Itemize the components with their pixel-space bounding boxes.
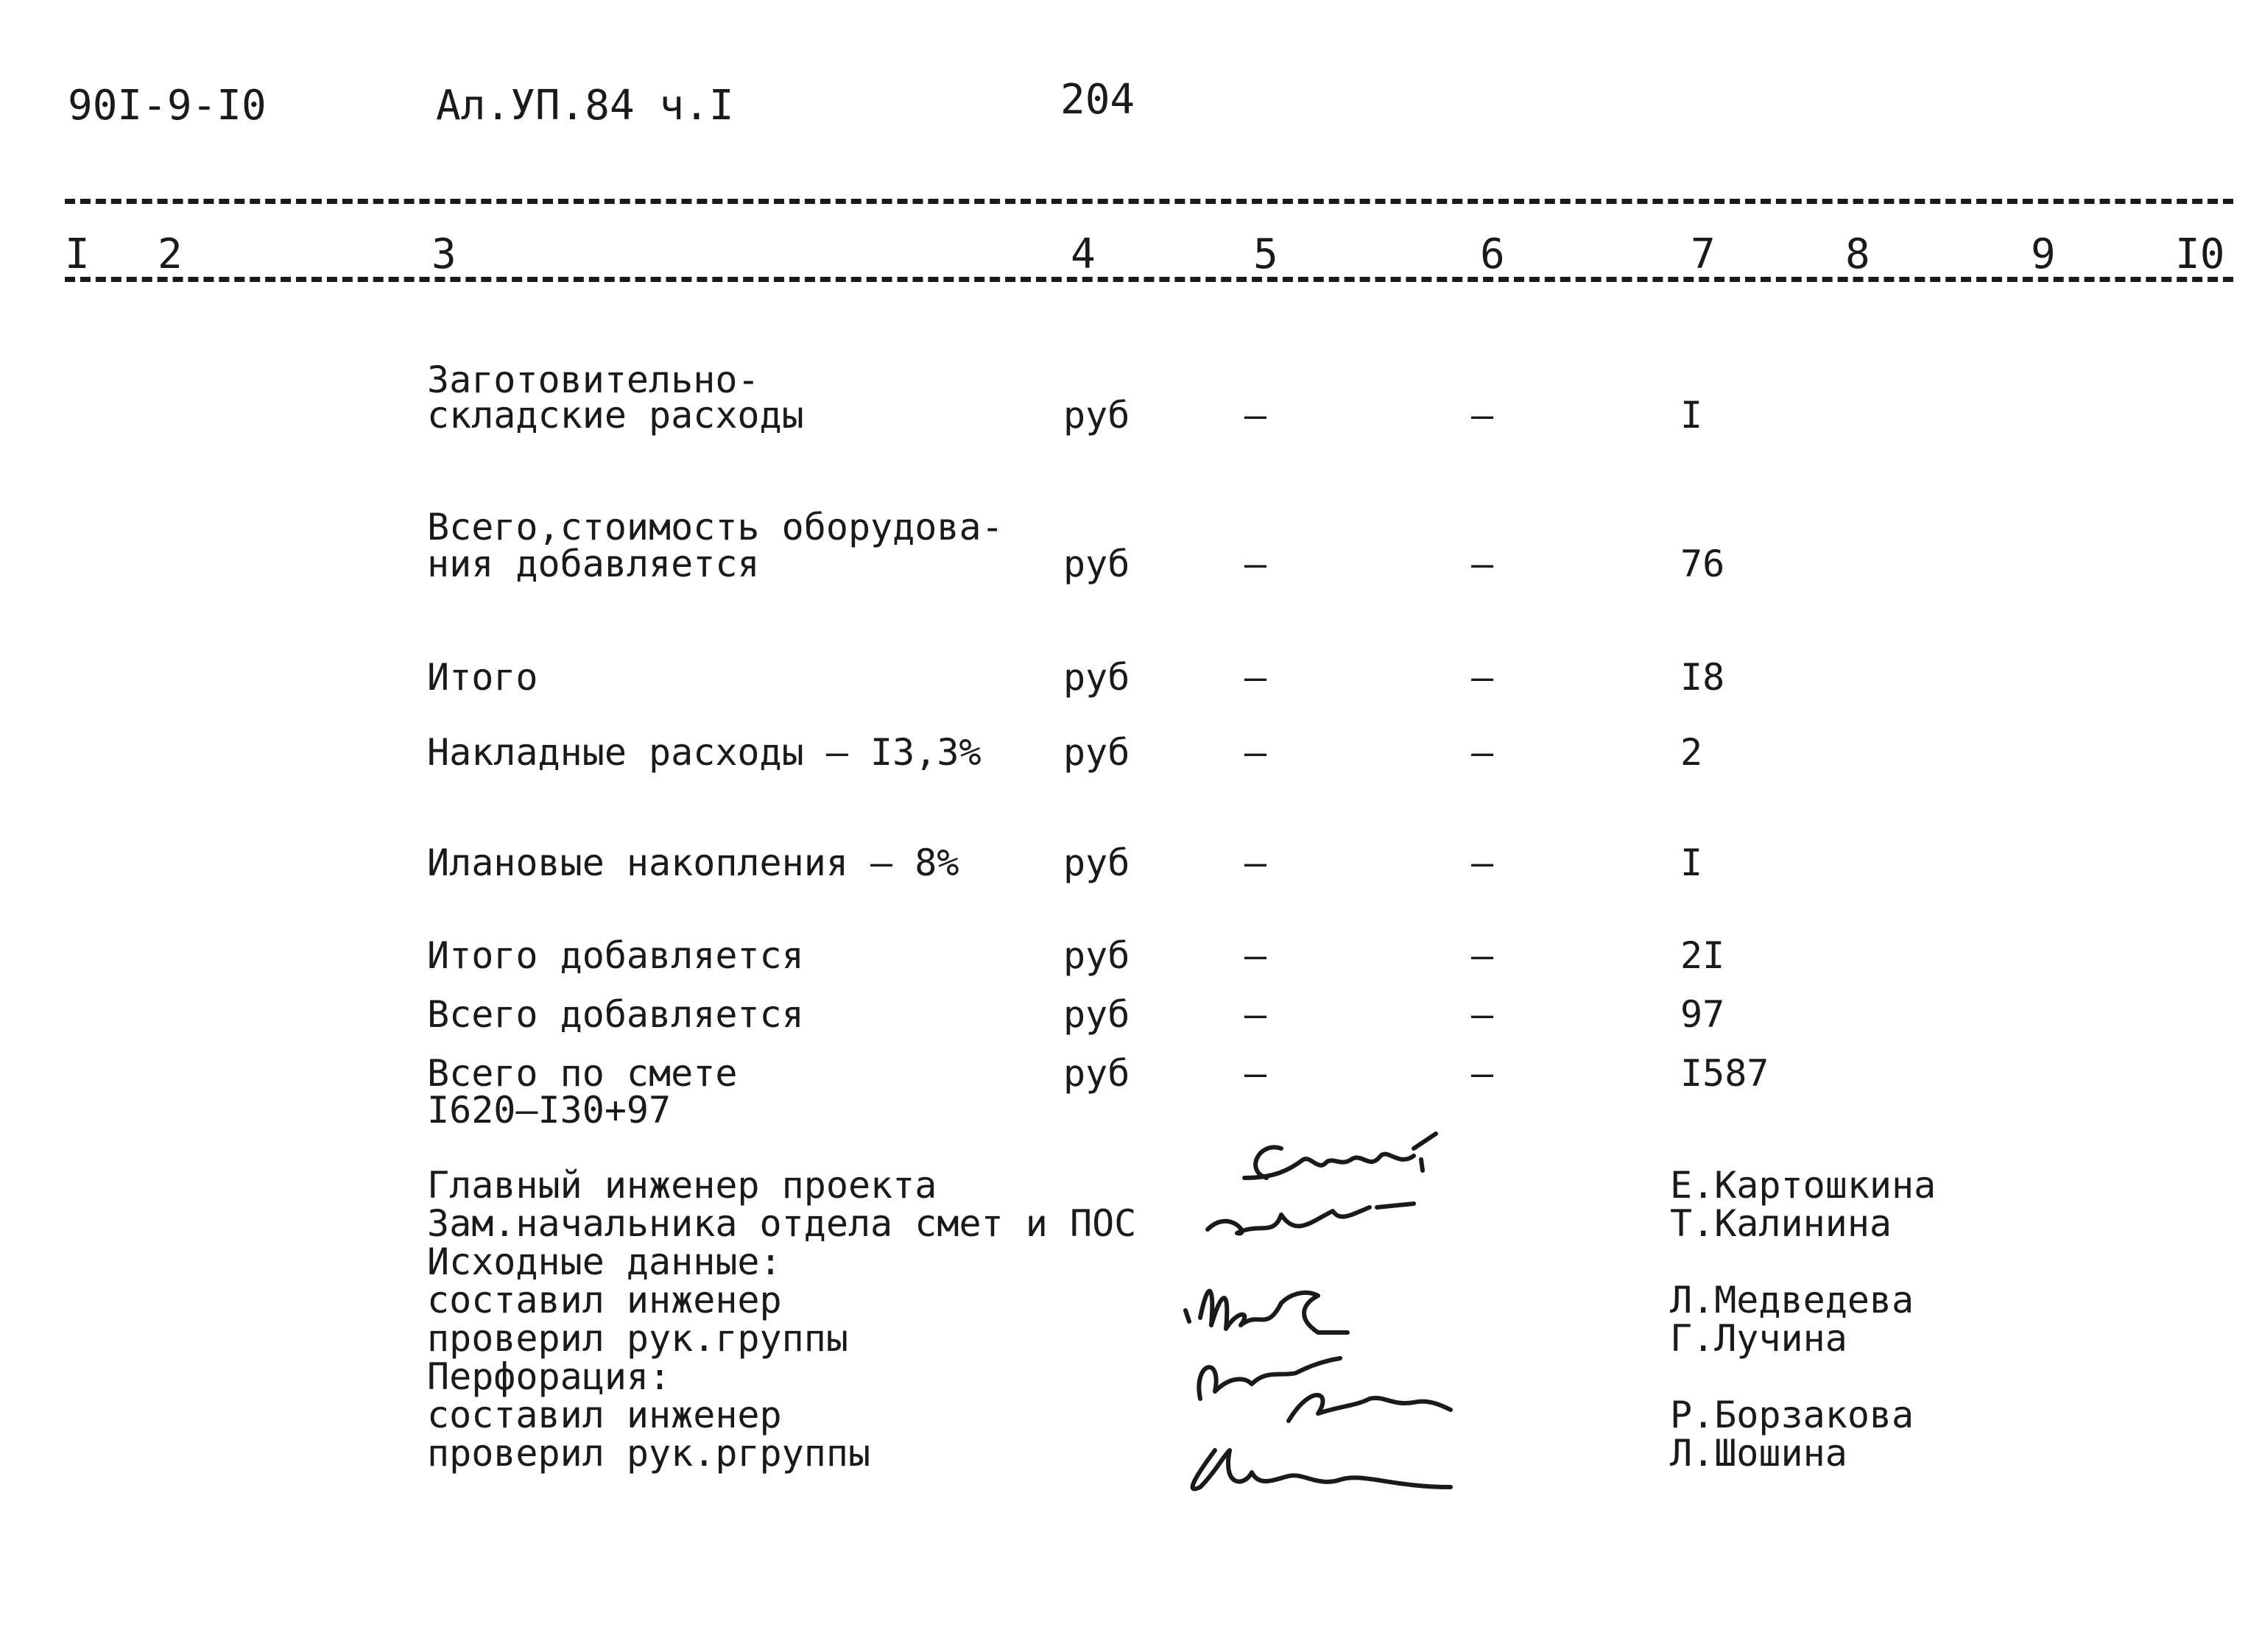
row-col6: – (1471, 543, 1494, 585)
row-col5: – (1244, 841, 1267, 884)
row-name-line: складские расходы (427, 394, 804, 437)
row-col6: – (1471, 656, 1494, 699)
row-col7-value: 2I (1680, 934, 1725, 977)
handwritten-signature (1171, 1266, 1465, 1509)
column-number-9: 9 (2026, 234, 2060, 275)
row-name-line: Всего добавляется (427, 993, 804, 1036)
row-col7-value: I (1680, 841, 1703, 884)
row-col6: – (1471, 394, 1494, 437)
row-name-line: Итого (427, 656, 538, 699)
row-col7-value: I (1680, 394, 1703, 437)
column-number-8: 8 (1841, 234, 1875, 275)
row-name-line: Илановые накопления – 8% (427, 841, 959, 884)
signer-name: Т.Калинина (1670, 1202, 1892, 1245)
row-unit: руб (1063, 993, 1130, 1036)
row-unit: руб (1063, 543, 1130, 585)
handwritten-signature (1193, 1126, 1458, 1252)
row-name-line: Всего,стоимость оборудова- (427, 506, 1004, 548)
row-col5: – (1244, 394, 1267, 437)
role-line: Главный инженер проекта (427, 1164, 937, 1207)
signer-name: Е.Картошкина (1670, 1164, 1937, 1207)
row-col5: – (1244, 934, 1267, 977)
role-line: Зам.начальника отдела смет и ПОС (427, 1202, 1137, 1245)
column-number-dashed-line (65, 277, 2233, 282)
row-unit: руб (1063, 841, 1130, 884)
row-unit: руб (1063, 934, 1130, 977)
row-col5: – (1244, 543, 1267, 585)
row-col5: – (1244, 1052, 1267, 1095)
top-dashed-divider (65, 199, 2233, 204)
album-reference: Ал.УП.84 ч.I (436, 82, 734, 130)
row-name-line: Заготовительно- (427, 359, 760, 401)
row-col5: – (1244, 993, 1267, 1036)
row-name-line: I620–I30+97 (427, 1089, 672, 1132)
row-col6: – (1471, 934, 1494, 977)
row-col7-value: 97 (1680, 993, 1725, 1036)
role-line: Перфорация: (427, 1355, 672, 1398)
row-col5: – (1244, 731, 1267, 774)
role-line: Исходные данные: (427, 1240, 782, 1283)
row-name-line: Накладные расходы – I3,3% (427, 731, 982, 774)
signer-name: Г.Лучина (1670, 1317, 1847, 1360)
role-line: проверил рук.ргруппы (427, 1432, 871, 1475)
column-number-6: 6 (1476, 234, 1509, 275)
row-unit: руб (1063, 1052, 1130, 1095)
row-col7-value: 2 (1680, 731, 1703, 774)
row-col7-value: I587 (1680, 1052, 1769, 1095)
row-col6: – (1471, 731, 1494, 774)
signer-name: Л.Шошина (1670, 1432, 1847, 1475)
row-col7-value: I8 (1680, 656, 1725, 699)
row-col6: – (1471, 993, 1494, 1036)
page-number: 204 (1060, 76, 1135, 124)
signer-name: Р.Борзакова (1670, 1394, 1914, 1436)
row-col6: – (1471, 1052, 1494, 1095)
column-number-3: 3 (427, 234, 461, 275)
row-unit: руб (1063, 656, 1130, 699)
column-number-5: 5 (1249, 234, 1283, 275)
row-unit: руб (1063, 394, 1130, 437)
role-line: составил инженер (427, 1279, 782, 1321)
row-col5: – (1244, 656, 1267, 699)
role-line: проверил рук.группы (427, 1317, 848, 1360)
column-number-10: I0 (2171, 234, 2229, 275)
row-name-line: ния добавляется (427, 543, 760, 585)
row-name-line: Итого добавляется (427, 934, 804, 977)
signer-name: Л.Медведева (1670, 1279, 1914, 1321)
column-number-7: 7 (1686, 234, 1720, 275)
column-number-1: I (60, 234, 94, 275)
row-col6: – (1471, 841, 1494, 884)
row-unit: руб (1063, 731, 1130, 774)
document-code: 90I-9-I0 (68, 82, 267, 130)
row-name-line: Всего по смете (427, 1052, 738, 1095)
column-number-4: 4 (1066, 234, 1100, 275)
role-line: составил инженер (427, 1394, 782, 1436)
column-number-2: 2 (153, 234, 187, 275)
row-col7-value: 76 (1680, 543, 1725, 585)
